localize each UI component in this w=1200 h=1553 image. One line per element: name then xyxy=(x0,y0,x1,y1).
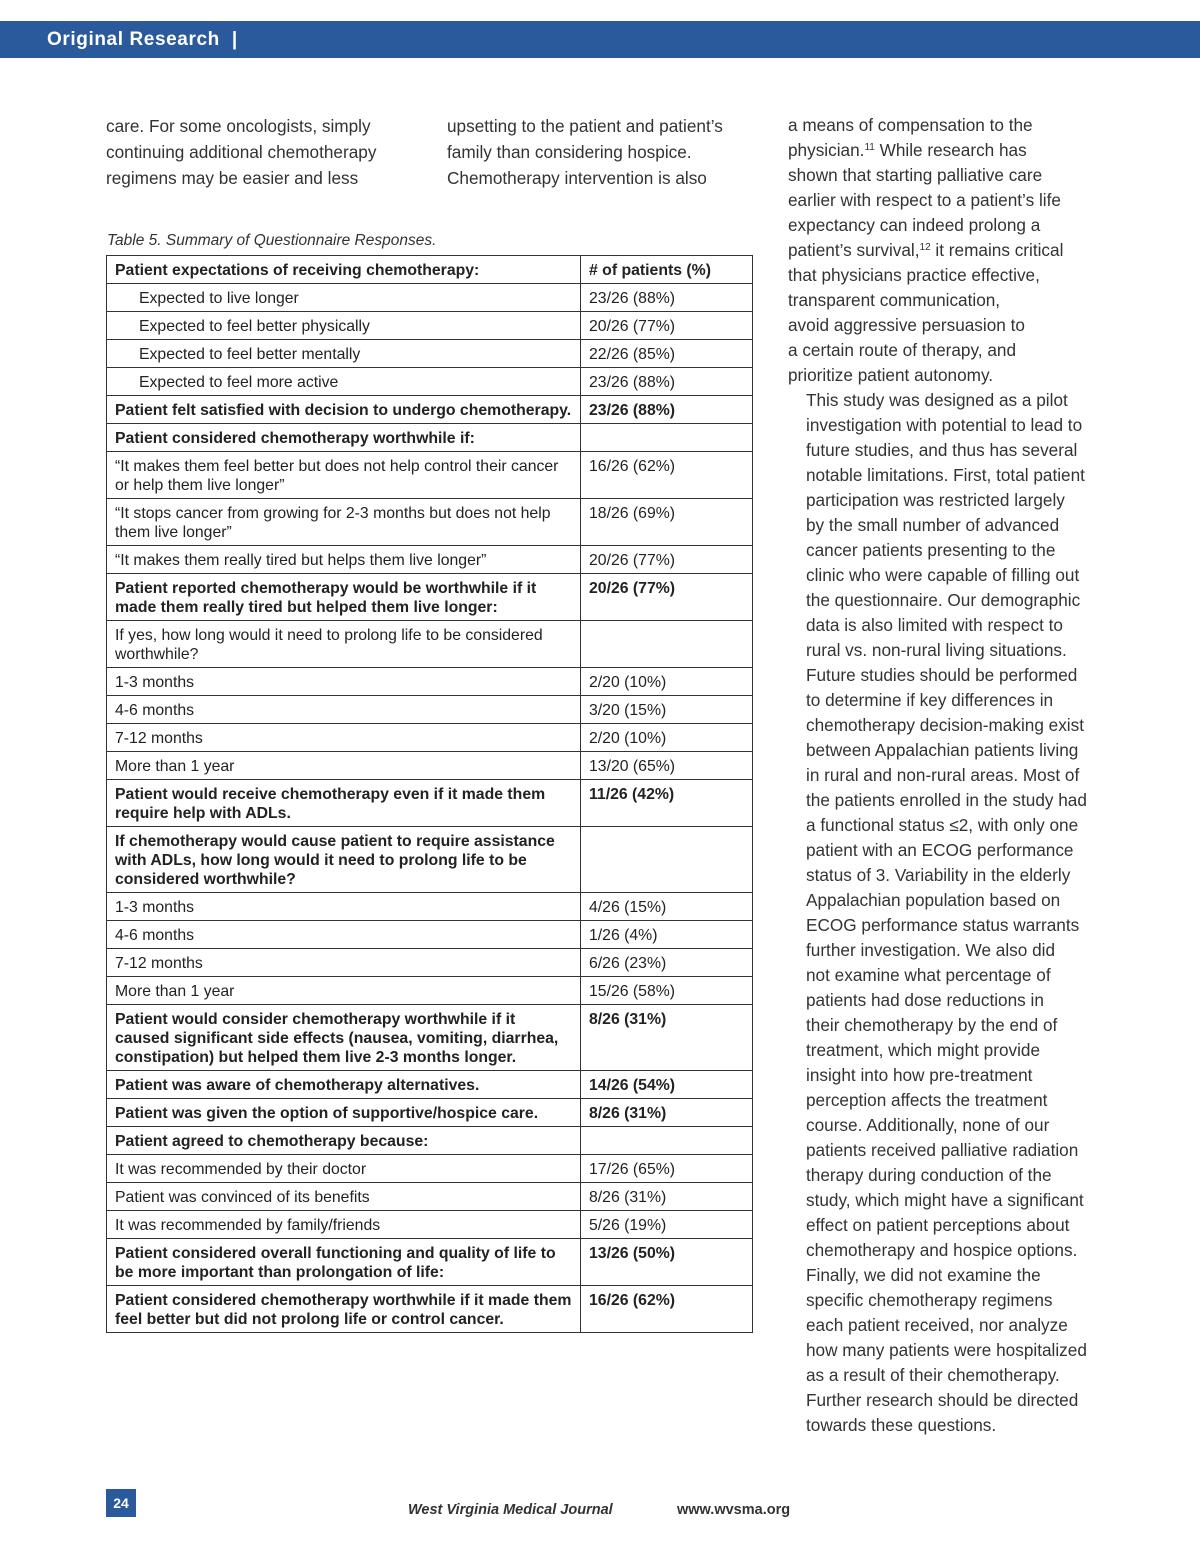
text-line: patients had dose reductions in xyxy=(806,990,1044,1010)
row-value xyxy=(581,1127,753,1155)
table-row xyxy=(107,696,753,724)
text-line: therapy during conduction of the xyxy=(806,1165,1052,1185)
text-line: the questionnaire. Our demographic xyxy=(806,590,1081,610)
row-value: 20/26 (77%) xyxy=(581,312,753,340)
row-value: 4/26 (15%) xyxy=(581,893,753,921)
table-row xyxy=(107,1286,753,1333)
text-line xyxy=(788,238,1100,263)
text-line: patient with an ECOG performance xyxy=(806,840,1074,860)
text-line: how many patients were hospitalized xyxy=(806,1340,1087,1360)
text-line: a certain route of therapy, and xyxy=(788,340,1017,360)
text-line: This study was designed as a pilot xyxy=(806,390,1068,410)
body-column-1 xyxy=(106,113,426,191)
row-value: 14/26 (54%) xyxy=(581,1071,753,1099)
footer-journal: West Virginia Medical Journal xyxy=(408,1502,613,1518)
text-line: upsetting to the patient and patient’s xyxy=(447,116,723,136)
text-line: specific chemotherapy regimens xyxy=(806,1290,1053,1310)
row-label: More than 1 year xyxy=(107,752,581,780)
row-label: 4-6 months xyxy=(107,696,581,724)
table-row xyxy=(107,574,753,621)
table-row xyxy=(107,1183,753,1211)
row-value: 23/26 (88%) xyxy=(581,368,753,396)
row-value xyxy=(581,621,753,668)
text-line: perception affects the treatment xyxy=(806,1090,1048,1110)
text-line: effect on patient perceptions about xyxy=(806,1215,1070,1235)
text-line: regimens may be easier and less xyxy=(106,168,359,188)
table-row xyxy=(107,340,753,368)
text-span: it remains critical xyxy=(930,240,1064,260)
row-label: Patient would consider chemotherapy worthwhile if it caused significant side effects (nausea, vomiting, diarrhea, constipation) but helped them live 2-3 months longer. xyxy=(107,1005,581,1071)
text-span: patient’s survival, xyxy=(788,240,920,260)
text-line: course. Additionally, none of our xyxy=(806,1115,1050,1135)
row-value: 23/26 (88%) xyxy=(581,396,753,424)
text-line: status of 3. Variability in the elderly xyxy=(806,865,1071,885)
table-row xyxy=(107,921,753,949)
text-line: expectancy can indeed prolong a xyxy=(788,215,1041,235)
row-value: 5/26 (19%) xyxy=(581,1211,753,1239)
table-row xyxy=(107,452,753,499)
table-row xyxy=(107,827,753,893)
row-label: It was recommended by family/friends xyxy=(107,1211,581,1239)
text-line: not examine what percentage of xyxy=(806,965,1051,985)
row-value: 8/26 (31%) xyxy=(581,1183,753,1211)
row-value: 20/26 (77%) xyxy=(581,546,753,574)
text-line: that physicians practice effective, xyxy=(788,265,1040,285)
row-label: Patient felt satisfied with decision to undergo chemotherapy. xyxy=(107,396,581,424)
row-value: 13/20 (65%) xyxy=(581,752,753,780)
text-line: Future studies should be performed xyxy=(806,665,1078,685)
text-line: each patient received, nor analyze xyxy=(806,1315,1068,1335)
text-span: While research has xyxy=(874,140,1027,160)
row-value: 16/26 (62%) xyxy=(581,1286,753,1333)
text-line: notable limitations. First, total patient xyxy=(806,465,1085,485)
row-label: 1-3 months xyxy=(107,668,581,696)
paragraph xyxy=(788,113,1100,388)
text-line: cancer patients presenting to the xyxy=(806,540,1056,560)
text-line: earlier with respect to a patient’s life xyxy=(788,190,1061,210)
row-value: 11/26 (42%) xyxy=(581,780,753,827)
table-row xyxy=(107,724,753,752)
text-line: as a result of their chemotherapy. xyxy=(806,1365,1060,1385)
row-value: 6/26 (23%) xyxy=(581,949,753,977)
table-row xyxy=(107,752,753,780)
body-column-3 xyxy=(788,113,1100,1438)
row-value: 2/20 (10%) xyxy=(581,724,753,752)
row-label: Patient considered chemotherapy worthwhile if: xyxy=(107,424,581,452)
row-label: Expected to feel better mentally xyxy=(107,340,581,368)
row-value: 18/26 (69%) xyxy=(581,499,753,546)
row-label: “It makes them feel better but does not help control their cancer or help them live longer” xyxy=(107,452,581,499)
row-value: 1/26 (4%) xyxy=(581,921,753,949)
table-row xyxy=(107,1071,753,1099)
row-value: # of patients (%) xyxy=(581,256,753,284)
row-value: 15/26 (58%) xyxy=(581,977,753,1005)
table-row xyxy=(107,621,753,668)
row-label: “It makes them really tired but helps them live longer” xyxy=(107,546,581,574)
text-line: further investigation. We also did xyxy=(806,940,1056,960)
row-value xyxy=(581,424,753,452)
text-line: Further research should be directed xyxy=(806,1390,1079,1410)
table-row xyxy=(107,284,753,312)
row-label: If chemotherapy would cause patient to require assistance with ADLs, how long would it need to prolong life to be considered worthwhile? xyxy=(107,827,581,893)
row-label: Expected to feel better physically xyxy=(107,312,581,340)
row-value: 8/26 (31%) xyxy=(581,1099,753,1127)
text-line: investigation with potential to lead to xyxy=(806,415,1083,435)
text-line: care. For some oncologists, simply xyxy=(106,116,371,136)
row-label: If yes, how long would it need to prolong life to be considered worthwhile? xyxy=(107,621,581,668)
text-line xyxy=(788,138,1100,163)
text-line: by the small number of advanced xyxy=(806,515,1060,535)
row-value: 20/26 (77%) xyxy=(581,574,753,621)
text-line: their chemotherapy by the end of xyxy=(806,1015,1058,1035)
text-line: rural vs. non-rural living situations. xyxy=(806,640,1067,660)
table-row xyxy=(107,1005,753,1071)
text-line: chemotherapy decision-making exist xyxy=(806,715,1084,735)
row-value: 23/26 (88%) xyxy=(581,284,753,312)
footer-url: www.wvsma.org xyxy=(677,1502,791,1518)
citation-superscript: 11 xyxy=(864,142,875,153)
table-row xyxy=(107,668,753,696)
citation-superscript: 12 xyxy=(919,242,931,253)
text-line: patients received palliative radiation xyxy=(806,1140,1079,1160)
header-band xyxy=(0,21,1200,58)
table-row xyxy=(107,1127,753,1155)
text-line: between Appalachian patients living xyxy=(806,740,1079,760)
table-row xyxy=(107,396,753,424)
text-line: Appalachian population based on xyxy=(806,890,1061,910)
page-number: 24 xyxy=(106,1489,136,1517)
row-label: 7-12 months xyxy=(107,949,581,977)
table-caption: Table 5. Summary of Questionnaire Responses. xyxy=(107,232,437,249)
row-label: Expected to live longer xyxy=(107,284,581,312)
text-line: Finally, we did not examine the xyxy=(806,1265,1041,1285)
table-row xyxy=(107,1239,753,1286)
text-line: family than considering hospice. xyxy=(447,142,692,162)
row-value: 3/20 (15%) xyxy=(581,696,753,724)
text-line: Chemotherapy intervention is also xyxy=(447,168,707,188)
table-row xyxy=(107,256,753,284)
text-line: chemotherapy and hospice options. xyxy=(806,1240,1078,1260)
text-line: to determine if key differences in xyxy=(806,690,1054,710)
text-line: data is also limited with respect to xyxy=(806,615,1063,635)
text-line: towards these questions. xyxy=(806,1415,997,1435)
text-line: continuing additional chemotherapy xyxy=(106,142,377,162)
table-row xyxy=(107,949,753,977)
row-label: Patient reported chemotherapy would be worthwhile if it made them really tired but helped them live longer: xyxy=(107,574,581,621)
text-line: participation was restricted largely xyxy=(806,490,1065,510)
table-row xyxy=(107,312,753,340)
row-label: It was recommended by their doctor xyxy=(107,1155,581,1183)
row-label: Patient was given the option of supportive/hospice care. xyxy=(107,1099,581,1127)
text-line: prioritize patient autonomy. xyxy=(788,365,994,385)
row-value: 22/26 (85%) xyxy=(581,340,753,368)
row-label: Expected to feel more active xyxy=(107,368,581,396)
row-label: “It stops cancer from growing for 2-3 months but does not help them live longer” xyxy=(107,499,581,546)
header-separator: | xyxy=(231,29,238,50)
row-label: 7-12 months xyxy=(107,724,581,752)
row-label: Patient considered overall functioning and quality of life to be more important than prolongation of life: xyxy=(107,1239,581,1286)
section-title: Original Research xyxy=(47,29,220,50)
text-line: a functional status ≤2, with only one xyxy=(806,815,1079,835)
row-label: Patient was aware of chemotherapy alternatives. xyxy=(107,1071,581,1099)
text-line: shown that starting palliative care xyxy=(788,165,1043,185)
text-line: transparent communication, xyxy=(788,290,1001,310)
row-value: 17/26 (65%) xyxy=(581,1155,753,1183)
text-line: future studies, and thus has several xyxy=(806,440,1078,460)
body-column-2 xyxy=(447,113,767,191)
table-row xyxy=(107,424,753,452)
table-row xyxy=(107,1211,753,1239)
row-label: Patient would receive chemotherapy even if it made them require help with ADLs. xyxy=(107,780,581,827)
text-line: the patients enrolled in the study had xyxy=(806,790,1087,810)
text-line: insight into how pre-treatment xyxy=(806,1065,1033,1085)
text-span: physician. xyxy=(788,140,865,160)
text-line: in rural and non-rural areas. Most of xyxy=(806,765,1080,785)
row-label: Patient considered chemotherapy worthwhile if it made them feel better but did not prolong life or control cancer. xyxy=(107,1286,581,1333)
text-line: study, which might have a significant xyxy=(806,1190,1084,1210)
questionnaire-table xyxy=(106,255,753,1333)
row-label: Patient expectations of receiving chemotherapy: xyxy=(107,256,581,284)
row-value: 8/26 (31%) xyxy=(581,1005,753,1071)
row-value: 13/26 (50%) xyxy=(581,1239,753,1286)
table-row xyxy=(107,893,753,921)
text-line: ECOG performance status warrants xyxy=(806,915,1080,935)
table-row xyxy=(107,368,753,396)
row-value: 2/20 (10%) xyxy=(581,668,753,696)
row-label: 4-6 months xyxy=(107,921,581,949)
text-line: clinic who were capable of filling out xyxy=(806,565,1080,585)
table-row xyxy=(107,977,753,1005)
table-row xyxy=(107,1155,753,1183)
table-row xyxy=(107,546,753,574)
text-line: avoid aggressive persuasion to xyxy=(788,315,1025,335)
row-label: More than 1 year xyxy=(107,977,581,1005)
table-row xyxy=(107,1099,753,1127)
table-row xyxy=(107,499,753,546)
row-value: 16/26 (62%) xyxy=(581,452,753,499)
row-value xyxy=(581,827,753,893)
row-label: 1-3 months xyxy=(107,893,581,921)
table-row xyxy=(107,780,753,827)
text-line: treatment, which might provide xyxy=(806,1040,1041,1060)
paragraph xyxy=(788,388,1100,1438)
row-label: Patient agreed to chemotherapy because: xyxy=(107,1127,581,1155)
row-label: Patient was convinced of its benefits xyxy=(107,1183,581,1211)
text-line: a means of compensation to the xyxy=(788,115,1033,135)
section-header xyxy=(47,21,238,58)
